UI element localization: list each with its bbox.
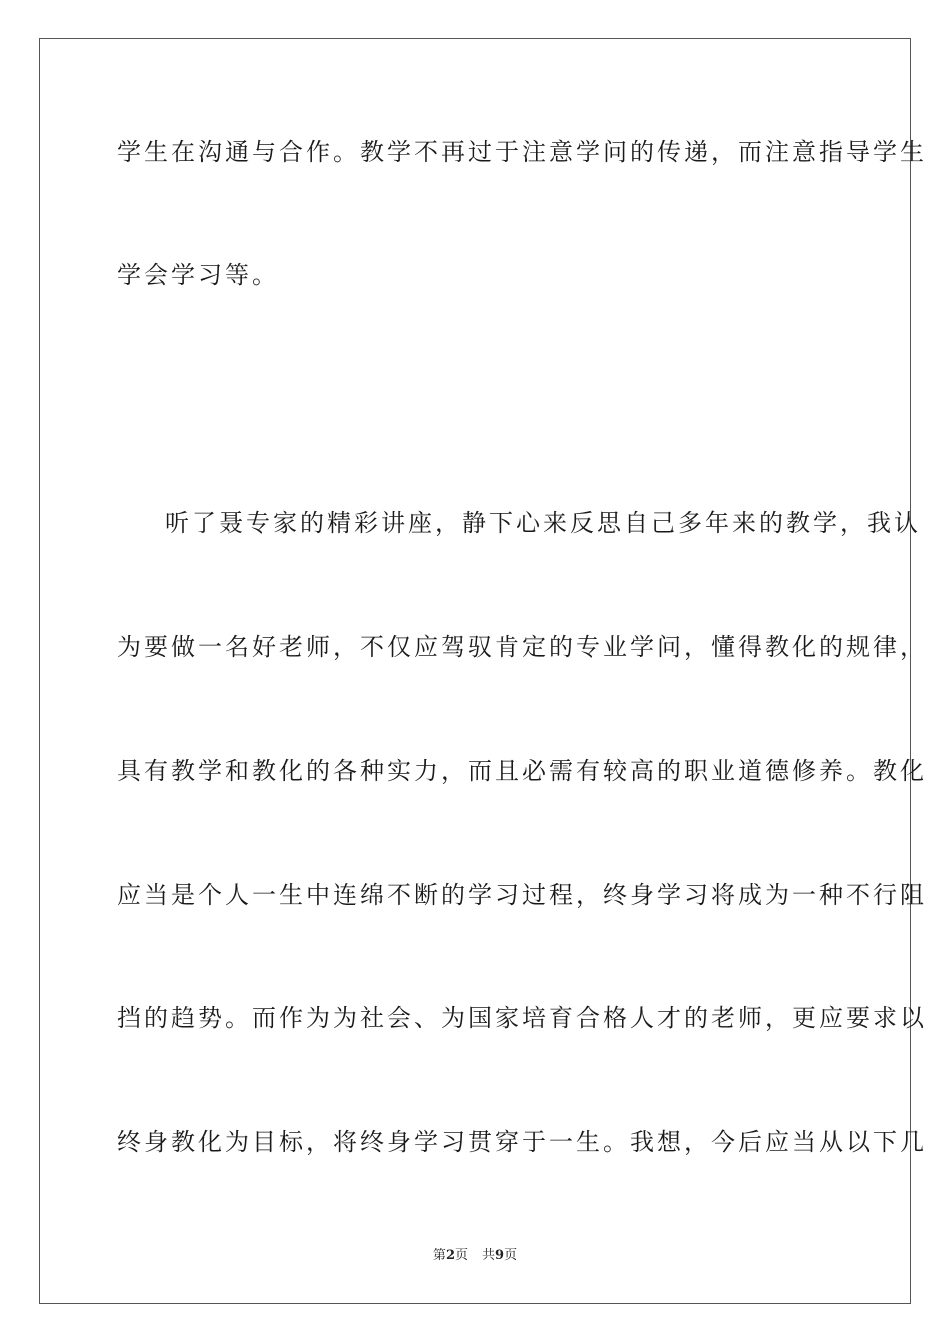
paragraph-line-8: 终身教化为目标，将终身学习贯穿于一生。我想，今后应当从以下几 bbox=[117, 1128, 927, 1156]
page-border bbox=[39, 38, 927, 1304]
total-prefix: 共 bbox=[482, 1248, 496, 1263]
total-suffix: 页 bbox=[504, 1248, 518, 1263]
paragraph-line-3: 听了聂专家的精彩讲座，静下心来反思自己多年来的教学，我认 bbox=[165, 509, 921, 537]
page-current-number: 2 bbox=[445, 1248, 455, 1263]
paragraph-line-2: 学会学习等。 bbox=[117, 261, 279, 289]
page-suffix: 页 bbox=[454, 1248, 468, 1263]
paragraph-line-6: 应当是个人一生中连绵不断的学习过程，终身学习将成为一种不行阻 bbox=[117, 881, 927, 909]
page-total-number: 9 bbox=[495, 1248, 505, 1263]
paragraph-line-5: 具有教学和教化的各种实力，而且必需有较高的职业道德修养。教化 bbox=[117, 757, 927, 785]
paragraph-line-7: 挡的趋势。而作为为社会、为国家培育合格人才的老师，更应要求以 bbox=[117, 1004, 927, 1032]
page-footer bbox=[0, 1248, 950, 1264]
page-prefix: 第 bbox=[432, 1248, 446, 1263]
paragraph-line-4: 为要做一名好老师，不仅应驾驭肯定的专业学问，懂得教化的规律， bbox=[117, 633, 927, 661]
paragraph-line-1: 学生在沟通与合作。教学不再过于注意学问的传递，而注意指导学生 bbox=[117, 138, 927, 166]
